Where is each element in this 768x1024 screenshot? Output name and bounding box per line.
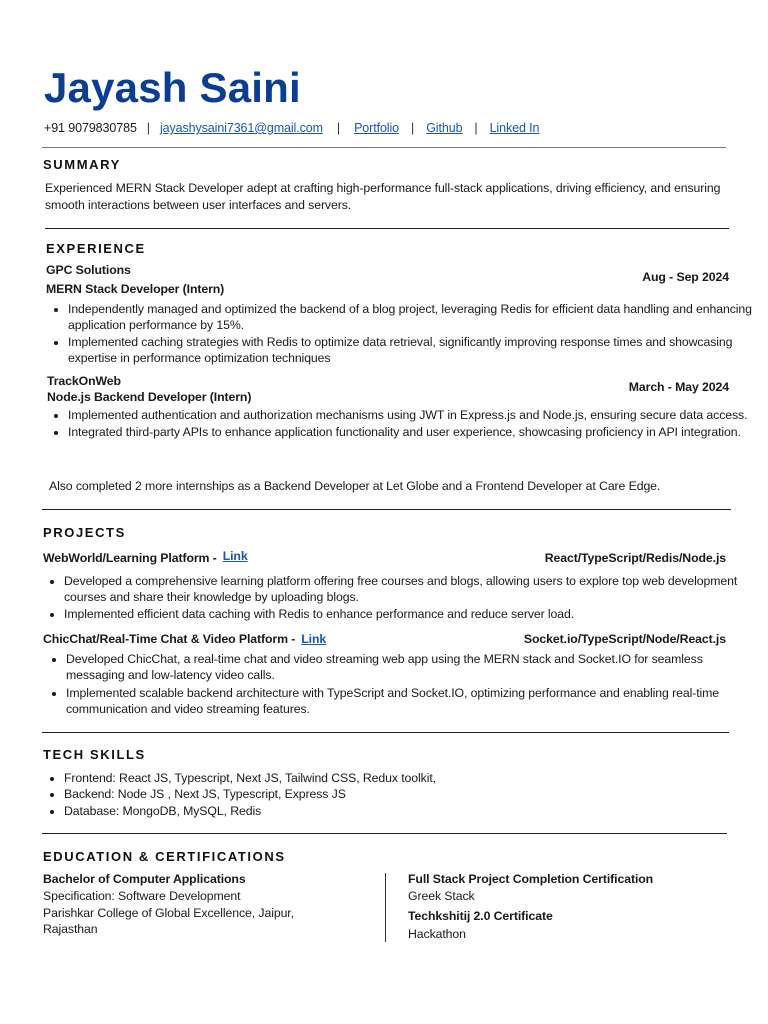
bullet: • Developed a comprehensive learning platform offering free courses and blogs, allowing users to explore top web development courses and share their knowledge by uploading blogs. bbox=[64, 573, 754, 606]
company-name: TrackOnWeb bbox=[47, 374, 121, 388]
project-name: ChicChat/Real-Time Chat & Video Platform - bbox=[43, 632, 296, 646]
separator: | bbox=[336, 121, 341, 135]
degree: Bachelor of Computer Applications bbox=[43, 872, 246, 886]
job-dates: March - May 2024 bbox=[628, 380, 729, 394]
separator: | bbox=[146, 121, 150, 135]
portfolio-link[interactable]: Portfolio bbox=[354, 121, 400, 135]
project-stack: Socket.io/TypeScript/Node/React.js bbox=[523, 632, 726, 646]
job-bullets bbox=[46, 407, 758, 441]
project-link[interactable]: Link bbox=[222, 549, 248, 563]
skill-item: • Backend: Node JS , Next JS, Typescript, Express JS bbox=[64, 786, 754, 802]
separator: | bbox=[474, 121, 478, 135]
company-name: GPC Solutions bbox=[46, 263, 131, 277]
email-link[interactable]: jayashysaini7361@gmail.com bbox=[159, 121, 323, 135]
candidate-name: Jayash Saini bbox=[44, 64, 301, 111]
linkedin-link[interactable]: Linked In bbox=[489, 121, 540, 135]
cert-issuer: Greek Stack bbox=[408, 889, 475, 903]
divider bbox=[42, 732, 729, 733]
summary-heading: SUMMARY bbox=[43, 157, 121, 172]
projects-heading: PROJECTS bbox=[43, 525, 126, 540]
bullet: • Independently managed and optimized the backend of a blog project, leveraging Redis for efficient data handling and enhancing application performance by 15%. bbox=[68, 301, 758, 334]
summary-text: Experienced MERN Stack Developer adept at crafting high-performance full-stack applications, driving efficiency, and ensuring smooth interactions between user interfaces and servers. bbox=[45, 181, 721, 212]
skills-list bbox=[42, 770, 754, 819]
contact-line bbox=[44, 121, 539, 135]
divider bbox=[45, 228, 729, 229]
project-title bbox=[43, 551, 248, 565]
project-name: WebWorld/Learning Platform - bbox=[43, 551, 217, 565]
divider bbox=[42, 147, 726, 148]
education-heading: EDUCATION & CERTIFICATIONS bbox=[43, 849, 286, 864]
project-title bbox=[43, 632, 326, 646]
bullet: • Implemented efficient data caching with Redis to enhance performance and reduce server load. bbox=[64, 606, 754, 622]
column-divider bbox=[385, 873, 386, 942]
cert-issuer: Hackathon bbox=[408, 927, 466, 941]
bullet: • Integrated third-party APIs to enhance application functionality and user experience, showcasing proficiency in API integration. bbox=[68, 424, 758, 440]
project-bullets bbox=[44, 651, 756, 718]
divider bbox=[42, 509, 731, 510]
skill-item: • Frontend: React JS, Typescript, Next JS, Tailwind CSS, Redux toolkit, bbox=[64, 770, 754, 786]
cert-title: Techkshitij 2.0 Certificate bbox=[408, 909, 553, 923]
college: Parishkar College of Global Excellence, Jaipur, bbox=[43, 906, 294, 920]
internships-note: Also completed 2 more internships as a Backend Developer at Let Globe and a Frontend Developer at Care Edge. bbox=[49, 479, 661, 493]
state: Rajasthan bbox=[43, 922, 98, 936]
job-role: MERN Stack Developer (Intern) bbox=[46, 282, 225, 296]
phone: +91 9079830785 bbox=[44, 121, 137, 135]
job-dates: Aug - Sep 2024 bbox=[642, 270, 729, 284]
specification: Specification: Software Development bbox=[43, 889, 241, 903]
experience-heading: EXPERIENCE bbox=[46, 241, 146, 256]
job-bullets bbox=[46, 301, 758, 367]
github-link[interactable]: Github bbox=[426, 121, 463, 135]
bullet: • Implemented caching strategies with Redis to optimize data retrieval, significantly improving response times and showcasing expertise in performance optimization techniques bbox=[68, 334, 758, 367]
separator: | bbox=[411, 121, 415, 135]
project-stack: React/TypeScript/Redis/Node.js bbox=[544, 551, 726, 565]
cert-title: Full Stack Project Completion Certification bbox=[408, 872, 654, 886]
project-bullets bbox=[42, 573, 754, 622]
bullet: • Implemented authentication and authorization mechanisms using JWT in Express.js and Node.js, ensuring secure data access. bbox=[68, 407, 758, 423]
bullet: • Implemented scalable backend architecture with TypeScript and Socket.IO, optimizing performance and enabling real-time communication and video streaming features. bbox=[66, 685, 756, 718]
skill-item: • Database: MongoDB, MySQL, Redis bbox=[64, 803, 754, 819]
project-link[interactable]: Link bbox=[301, 632, 327, 646]
skills-heading: TECH SKILLS bbox=[43, 747, 146, 762]
job-role: Node.js Backend Developer (Intern) bbox=[47, 390, 252, 404]
bullet: • Developed ChicChat, a real-time chat and video streaming web app using the MERN stack and Socket.IO for seamless messaging and low-latency video calls. bbox=[66, 651, 756, 684]
divider bbox=[42, 833, 727, 834]
